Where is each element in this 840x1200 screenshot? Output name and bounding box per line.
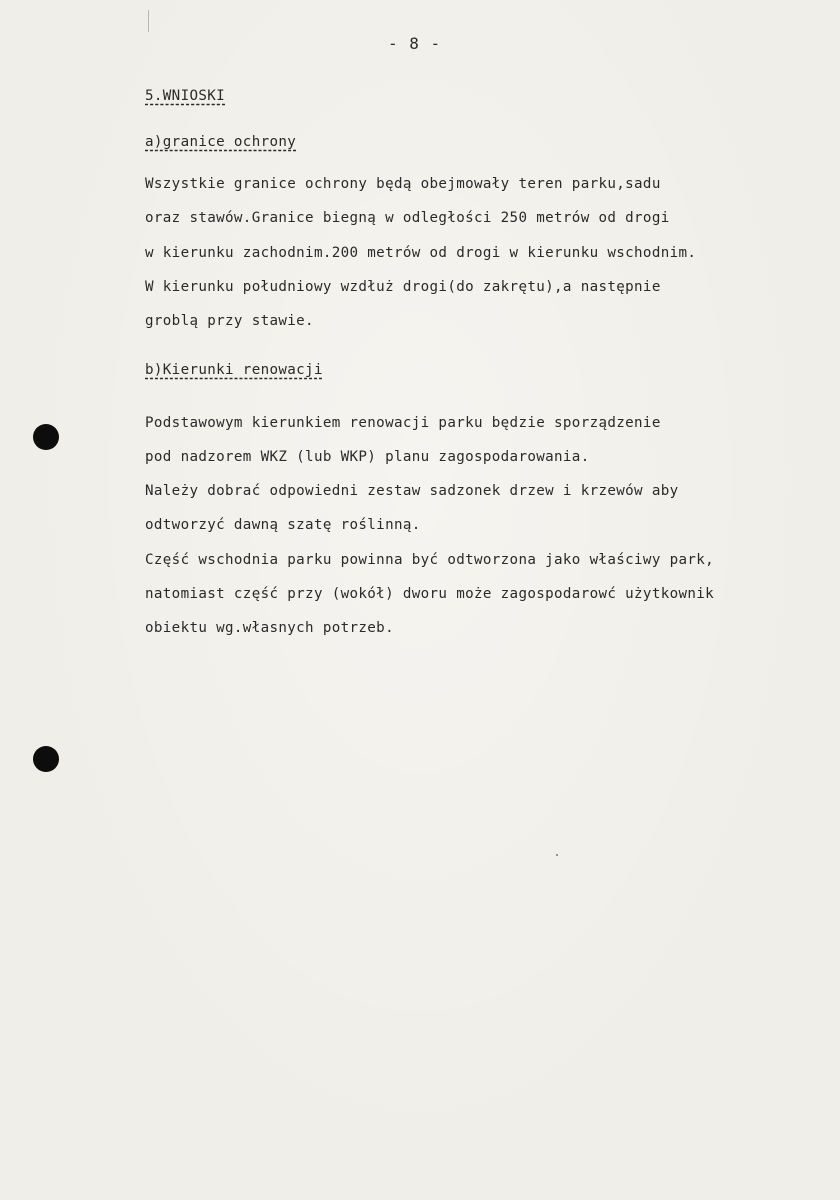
text-line: Wszystkie granice ochrony będą obejmowały teren parku,sadu [145,176,661,192]
text-line: natomiast część przy (wokół) dworu może zagospodarowć użytkownik [145,586,715,602]
text-line: Część wschodnia parku powinna być odtworzona jako właściwy park, [145,552,715,568]
subsection-b-heading: b)Kierunki renowacji [145,362,323,378]
section-heading: 5.WNIOSKI [145,88,226,104]
text-line: w kierunku zachodnim.200 metrów od drogi w kierunku wschodnim. [145,245,697,261]
punch-hole-bottom [33,746,59,772]
punch-hole-top [33,424,59,450]
text-line: W kierunku południowy wzdłuż drogi(do zakrętu),a następnie [145,279,661,295]
text-line: Podstawowym kierunkiem renowacji parku będzie sporządzenie [145,415,661,431]
text-line: odtworzyć dawną szatę roślinną. [145,517,421,533]
text-line: groblą przy stawie. [145,313,314,329]
text-line: Należy dobrać odpowiedni zestaw sadzonek drzew i krzewów aby [145,483,679,499]
paper-speck [556,854,558,856]
subsection-a-heading: a)granice ochrony [145,134,297,150]
text-line: oraz stawów.Granice biegną w odległości 250 metrów od drogi [145,210,670,226]
paper-mark [148,10,149,32]
text-line: pod nadzorem WKZ (lub WKP) planu zagospodarowania. [145,449,590,465]
text-line: obiektu wg.własnych potrzeb. [145,620,394,636]
page-number: - 8 - [388,34,442,53]
